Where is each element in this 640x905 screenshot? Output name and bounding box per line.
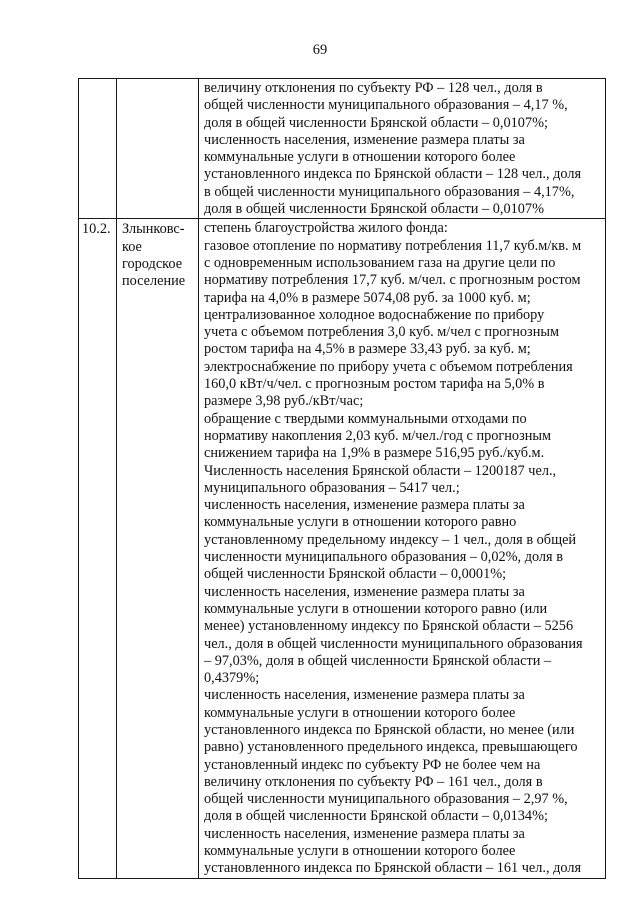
text-line: централизованное холодное водоснабжение по прибору — [204, 306, 545, 323]
text-line: коммунальные услуги в отношении которого равно — [204, 514, 517, 531]
text-line: общей численности муниципального образования – 4,17 %, — [204, 97, 568, 114]
text-line: численность населения, изменение размера платы за — [204, 131, 525, 148]
text-line: коммунальные услуги в отношении которого более — [204, 843, 516, 860]
text-line: установленному предельному индексу – 1 чел., доля в общей — [204, 531, 577, 548]
text-line: с одновременным использованием газа на другие цели по — [204, 254, 556, 271]
description-cell — [199, 79, 606, 219]
text-line: установленного индекса по Брянской области – 161 чел., доля — [204, 860, 582, 877]
row-number-cell — [79, 79, 117, 219]
text-line: величину отклонения по субъекту РФ – 128 чел., доля в — [204, 80, 543, 96]
text-line: электроснабжение по прибору учета с объемом потребления — [204, 358, 573, 375]
document-table — [78, 78, 606, 879]
text-line: доля в общей численности Брянской области – 0,0107%; — [204, 114, 548, 131]
text-line: 160,0 кВт/ч/чел. с прогнозным ростом тарифа на 5,0% в — [204, 376, 545, 393]
text-line: размере 3,98 руб./кВт/час; — [204, 393, 364, 410]
text-line: чел., доля в общей численности муниципального образования — [204, 635, 583, 652]
text-line: в общей численности муниципального образования – 4,17%, — [204, 183, 575, 200]
text-line: установленного индекса по Брянской области – 128 чел., доля — [204, 166, 582, 183]
text-line: доля в общей численности Брянской области – 0,0134%; — [204, 808, 548, 825]
name-line: поселение — [122, 273, 186, 290]
text-line: тарифа на 4,0% в размере 5074,08 руб. за 1000 куб. м; — [204, 289, 531, 306]
text-line: установленный индекс по субъекту РФ не более чем на — [204, 756, 541, 773]
text-line: численность населения, изменение размера платы за — [204, 583, 525, 600]
description-cell — [199, 219, 606, 878]
name-line: городское — [122, 255, 183, 272]
text-line: доля в общей численности Брянской области – 0,0107% — [204, 201, 544, 218]
text-line: Численность населения Брянской области – 1200187 чел., — [204, 462, 557, 479]
text-line: общей численности Брянской области – 0,0001%; — [204, 566, 507, 583]
text-line: равно) установленного предельного индекса, превышающего — [204, 739, 578, 756]
text-line: муниципального образования – 5417 чел.; — [204, 479, 460, 496]
table-row — [79, 219, 606, 878]
text-line: численности муниципального образования – 0,02%, доля в — [204, 549, 563, 566]
text-line: численность населения, изменение размера платы за — [204, 497, 525, 514]
text-line: учета с объемом потребления 3,0 куб. м/чел с прогнозным — [204, 324, 559, 341]
text-line: нормативу потребления 17,7 куб. м/чел. с прогнозным ростом — [204, 272, 581, 289]
text-line: величину отклонения по субъекту РФ – 161 чел., доля в — [204, 773, 543, 790]
name-line: Злынковс- — [122, 221, 185, 238]
text-line: газовое отопление по нормативу потребления 11,7 куб.м/кв. м — [204, 237, 582, 254]
row-number-cell: 10.2. — [79, 219, 117, 878]
text-line: ростом тарифа на 4,5% в размере 33,43 руб. за куб. м; — [204, 341, 531, 358]
text-line: численность населения, изменение размера платы за — [204, 825, 525, 842]
text-line: коммунальные услуги в отношении которого более — [204, 704, 516, 721]
municipality-name-cell — [117, 219, 199, 878]
municipality-name-cell — [117, 79, 199, 219]
page-number: 69 — [312, 42, 328, 58]
text-line: нормативу накопления 2,03 куб. м/чел./год с прогнозным — [204, 427, 552, 444]
text-line: коммунальные услуги в отношении которого равно (или — [204, 600, 548, 617]
table-row — [79, 79, 606, 219]
text-line: менее) установленному индексу по Брянской области – 5256 — [204, 618, 574, 635]
text-line: численность населения, изменение размера платы за — [204, 687, 525, 704]
text-line: – 97,03%, доля в общей численности Брянской области – — [204, 652, 552, 669]
text-line: 0,4379%; — [204, 670, 260, 687]
text-line: снижением тарифа на 1,9% в размере 516,95 руб./куб.м. — [204, 445, 545, 462]
text-line: обращение с твердыми коммунальными отходами по — [204, 410, 527, 427]
text-line: установленного индекса по Брянской области, но менее (или — [204, 721, 575, 738]
name-line: кое — [122, 238, 142, 255]
text-line: степень благоустройства жилого фонда: — [204, 220, 448, 237]
text-line: общей численности муниципального образования – 2,97 %, — [204, 791, 568, 808]
text-line: коммунальные услуги в отношении которого более — [204, 149, 516, 166]
